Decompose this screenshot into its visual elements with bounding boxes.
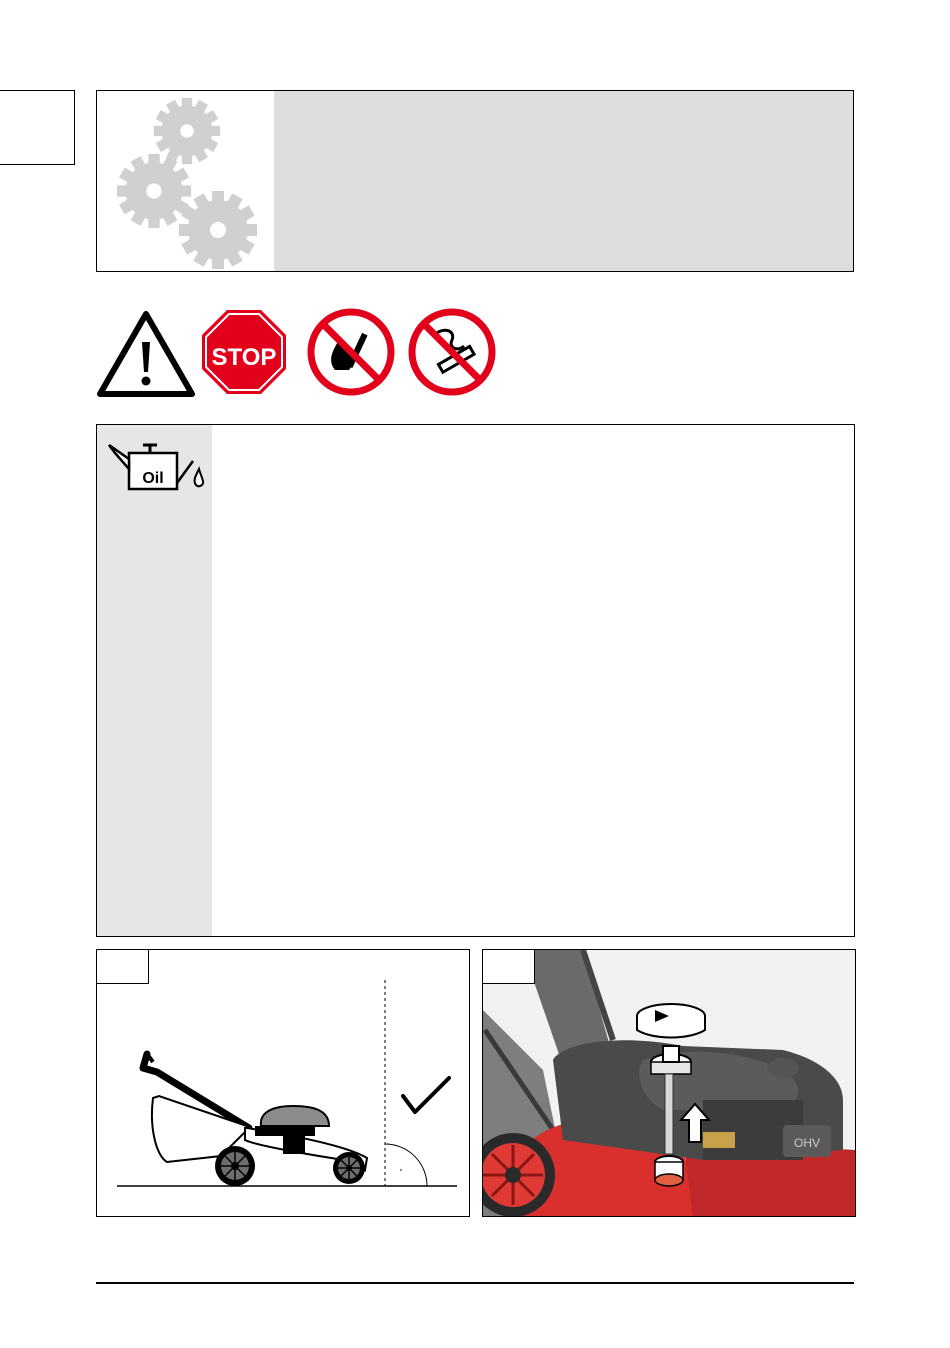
svg-text:OHV: OHV	[793, 1136, 821, 1150]
mower-tilt-illustration	[97, 950, 469, 1216]
oil-section-text	[227, 445, 837, 915]
oil-can-icon	[107, 439, 211, 493]
figure-number	[97, 950, 149, 984]
oil-section	[96, 424, 855, 937]
stop-sign-text: STOP	[211, 344, 277, 371]
oil-dipstick-photo	[483, 950, 855, 1216]
no-smoking-icon	[412, 312, 492, 392]
checkmark-icon	[403, 1078, 449, 1112]
gears-panel	[97, 91, 274, 271]
language-tab	[0, 90, 75, 165]
gears-icon	[97, 91, 274, 271]
no-open-flame-icon	[311, 312, 391, 392]
header-title	[287, 111, 827, 251]
figure-oil-dipstick	[482, 949, 856, 1217]
figure-number	[483, 950, 535, 984]
figure-mower-tilt	[96, 949, 470, 1217]
warning-triangle-icon	[100, 314, 192, 394]
maintenance-header	[96, 90, 854, 272]
oil-section-sidebar	[97, 425, 212, 936]
oil-can-label: Oil	[142, 470, 164, 487]
stop-sign-icon	[202, 310, 286, 394]
footer-divider	[96, 1282, 854, 1284]
safety-signs-row	[96, 306, 506, 398]
